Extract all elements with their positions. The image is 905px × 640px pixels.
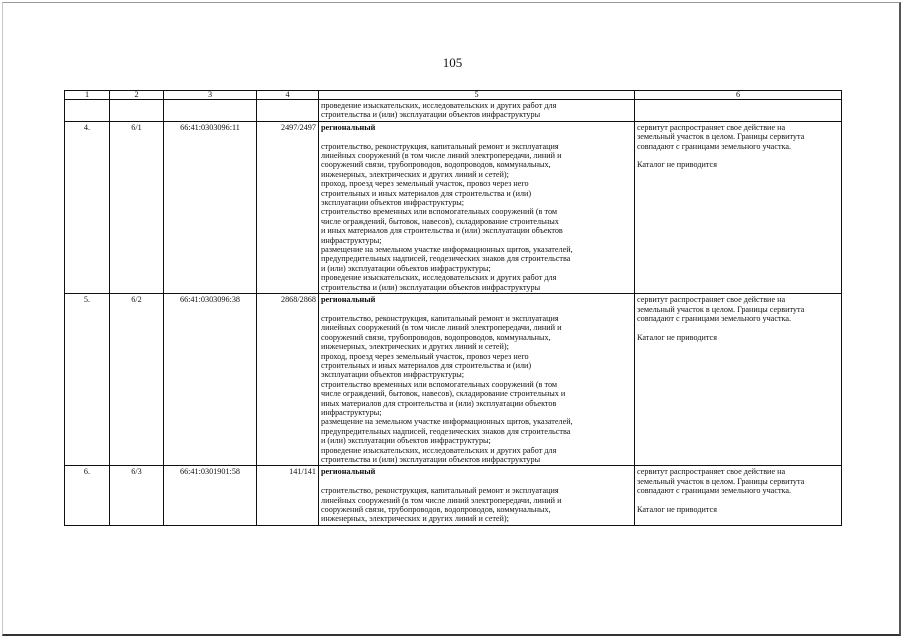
note-line: совпадают с границами земельного участка. — [637, 313, 792, 323]
zone-number: 6/3 — [110, 466, 164, 525]
cadastral-number: 66:41:0301901:58 — [164, 466, 257, 525]
purpose-line: сооружений связи, трубопроводов, водопроводов, коммунальных, — [321, 160, 551, 170]
continuation-text — [319, 100, 635, 122]
purpose-line: проведение изыскательских, исследовательских и других работ для — [321, 273, 557, 283]
purpose-line: и (или) эксплуатации объектов инфраструктуры; — [321, 436, 491, 446]
table-row — [65, 466, 842, 525]
area-value: 2497/2497 — [257, 121, 319, 293]
purpose-line: строительства и (или) эксплуатации объектов инфраструктуры — [321, 110, 541, 120]
zone-number: 6/1 — [110, 121, 164, 293]
page-number: 105 — [442, 55, 463, 70]
purpose-line: предупредительных надписей, геодезических знаков для строительства — [321, 426, 571, 436]
column-header: 4 — [257, 91, 319, 100]
catalog-note: Каталог не приводится — [637, 160, 717, 170]
purpose-line: инженерных, электрических и других линий и сетей); — [321, 514, 509, 524]
purpose-line: проведение изыскательских, исследовательских и других работ для — [321, 445, 557, 455]
purpose-line: линейных сооружений (в том числе линий электропередачи, линий и — [321, 323, 562, 333]
catalog-note: Каталог не приводится — [637, 332, 717, 342]
table-row — [65, 121, 842, 293]
purpose-line: и (или) эксплуатации объектов инфраструктуры; — [321, 263, 491, 273]
catalog-note: Каталог не приводится — [637, 505, 717, 515]
level-label: региональный — [321, 122, 376, 132]
area-value: 141/141 — [257, 466, 319, 525]
note-line: сервитут распространяет свое действие на — [637, 467, 786, 477]
note-line: сервитут распространяет свое действие на — [637, 295, 786, 305]
purpose-line: числе ограждений, бытовок, навесов), складирование строительных — [321, 216, 559, 226]
zone-number: 6/2 — [110, 294, 164, 466]
note-line: земельный участок в целом. Границы сервитута — [637, 476, 805, 486]
note-line: земельный участок в целом. Границы сервитута — [637, 304, 805, 314]
note-cell — [635, 466, 842, 525]
note-line: совпадают с границами земельного участка. — [637, 486, 792, 496]
purpose-line: линейных сооружений (в том числе линий электропередачи, линий и — [321, 151, 562, 161]
level-label: региональный — [321, 295, 376, 305]
purpose-line: строительных и иных материалов для строительства и (или) — [321, 188, 532, 198]
purpose-line: строительство временных или вспомогательных сооружений (в том — [321, 207, 558, 217]
purpose-line: и иных материалов для строительства и (или) эксплуатации объектов — [321, 226, 563, 236]
purpose-cell — [319, 294, 635, 466]
column-header: 6 — [635, 91, 842, 100]
purpose-line: проход, проезд через земельный участок, провоз через него — [321, 351, 529, 361]
row-number: 4. — [65, 121, 110, 293]
purpose-line: строительства и (или) эксплуатации объектов инфраструктуры — [321, 455, 541, 464]
purpose-line: инфраструктуры; — [321, 407, 382, 417]
purpose-line: числе ограждений, бытовок, навесов), складирование строительных и — [321, 389, 566, 399]
note-line: земельный участок в целом. Границы сервитута — [637, 132, 805, 142]
purpose-line: иных материалов для строительства и (или) эксплуатации объектов — [321, 398, 557, 408]
purpose-line: строительных и иных материалов для строительства и (или) — [321, 360, 532, 370]
column-header: 2 — [110, 91, 164, 100]
note-line: сервитут распространяет свое действие на — [637, 122, 786, 132]
purpose-line: эксплуатации объектов инфраструктуры; — [321, 370, 465, 380]
purpose-line: инженерных, электрических и других линий и сетей); — [321, 169, 509, 179]
purpose-cell — [319, 466, 635, 525]
purpose-cell — [319, 121, 635, 293]
level-label: региональный — [321, 467, 376, 477]
purpose-line: предупредительных надписей, геодезических знаков для строительства — [321, 254, 571, 264]
purpose-line: строительство, реконструкция, капитальный ремонт и эксплуатация — [321, 141, 559, 151]
purpose-line: проход, проезд через земельный участок, провоз через него — [321, 179, 529, 189]
row-number: 6. — [65, 466, 110, 525]
column-header: 5 — [319, 91, 635, 100]
column-header: 1 — [65, 91, 110, 100]
note-cell — [635, 294, 842, 466]
purpose-line: сооружений связи, трубопроводов, водопроводов, коммунальных, — [321, 505, 551, 515]
purpose-line: строительство, реконструкция, капитальный ремонт и эксплуатация — [321, 313, 559, 323]
servitude-table — [64, 90, 842, 526]
purpose-line: инфраструктуры; — [321, 235, 382, 245]
purpose-line: линейных сооружений (в том числе линий электропередачи, линий и — [321, 495, 562, 505]
purpose-line: строительство временных или вспомогательных сооружений (в том — [321, 379, 558, 389]
row-number: 5. — [65, 294, 110, 466]
note-line: совпадают с границами земельного участка. — [637, 141, 792, 151]
header-row — [65, 91, 842, 100]
column-header: 3 — [164, 91, 257, 100]
cadastral-number: 66:41:0303096:11 — [164, 121, 257, 293]
purpose-line: инженерных, электрических и других линий и сетей); — [321, 342, 509, 352]
purpose-line: строительство, реконструкция, капитальный ремонт и эксплуатация — [321, 486, 559, 496]
purpose-line: проведение изыскательских, исследовательских и других работ для — [321, 101, 557, 110]
continuation-row — [65, 100, 842, 122]
table-row — [65, 294, 842, 466]
purpose-line: эксплуатации объектов инфраструктуры; — [321, 198, 465, 208]
purpose-line: размещение на земельном участке информационных щитов, указателей, — [321, 417, 573, 427]
cadastral-number: 66:41:0303096:38 — [164, 294, 257, 466]
purpose-line: строительства и (или) эксплуатации объектов инфраструктуры — [321, 282, 541, 292]
area-value: 2868/2868 — [257, 294, 319, 466]
purpose-line: размещение на земельном участке информационных щитов, указателей, — [321, 245, 573, 255]
note-cell — [635, 121, 842, 293]
purpose-line: сооружений связи, трубопроводов, водопроводов, коммунальных, — [321, 332, 551, 342]
